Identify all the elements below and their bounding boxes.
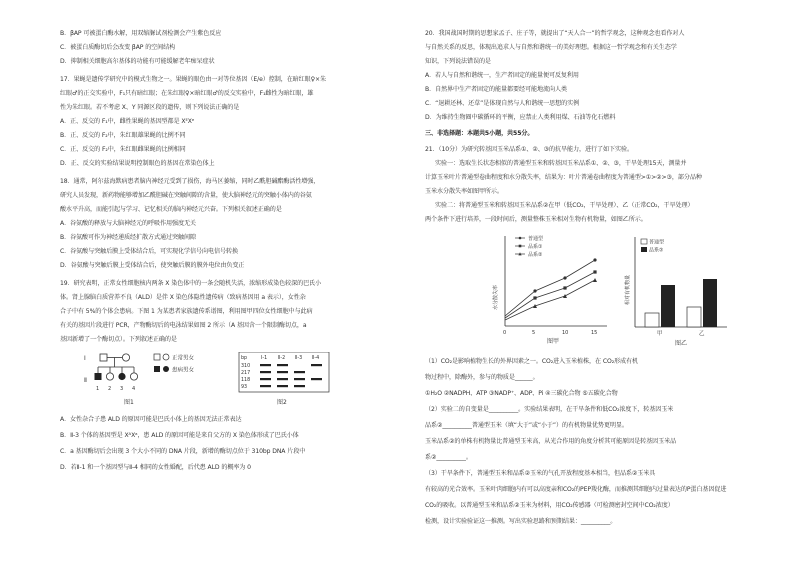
sub-question-3: （3）干旱条件下，普通型玉米和品系②玉米的气孔开放程度基本相当，但品系②玉米具 [425, 470, 656, 477]
experiment-1-text: 玉米水分散失率如图甲所示。 [425, 188, 503, 195]
option-c: C．a 基因酶切后会出现 3 个大小不同的 DNA 片段，新增的酶切点位于 310bp DNA 片段中 [60, 448, 306, 455]
figure-1-caption: 图1 [124, 399, 134, 406]
series-line-normal [505, 260, 595, 316]
series-line-2 [505, 280, 595, 320]
legend-label: 品系② [649, 247, 664, 254]
chart-b [623, 235, 733, 346]
option-d: D．正、反交的实验结果说明控制眼色的基因在常染色体上 [60, 160, 215, 167]
gel-col-label: Ⅰ-1 [261, 356, 268, 361]
option-d: D．抑制相关细胞高尔基体的功能有可能缓解老年痴呆症状 [60, 58, 215, 65]
sub-question-2: （2）实验二的自变量是__________。实验结果表明，在干旱条件和低CO₂浓度下，转基因玉米 [425, 406, 674, 413]
question-19-text: 合子中有 5%的个体会患病。下图 1 为某患者家族遗传系谱图，利用图甲四位女性细胞中与此病 [60, 308, 313, 315]
bp-label: 217 [241, 371, 251, 376]
option-a: A．正、反交的 F₁中，雌性果蝇的基因型都是 XᴱXᵉ [60, 118, 195, 125]
x-tick: 甲 [657, 331, 663, 337]
bp-label: 310 [241, 364, 251, 369]
bar-line2-yi [703, 279, 717, 327]
gel-col-label: Ⅱ-4 [312, 356, 320, 361]
bp-label: 118 [241, 378, 251, 383]
legend-label: 品系② [528, 252, 543, 258]
option-b: B．正、反交的 F₂中，朱红眼雄果蝇的比例不同 [60, 132, 186, 139]
sub-question-3-text: 检测，设计实验验证这一推测。写出实验思路和预期结果：__________。 [425, 518, 617, 525]
option-c: C．“退耕还林、还草”是体现自然与人和谐统一思想的实例 [425, 100, 580, 107]
option-d: D．若Ⅱ-1 和一个基因型与Ⅱ-4 相同的女性婚配，后代患 ALD 的概率为 0 [60, 464, 251, 471]
gel-col-label: bp [241, 356, 248, 361]
female-normal [122, 354, 129, 361]
bar-normal-jia [645, 313, 659, 327]
gel-figure [235, 352, 345, 408]
ind-label: 3 [120, 386, 124, 392]
sub-question-3-text: CO₂的吸收。以普通型玉米和品系②玉米为材料，用CO₂传感器（可检测密封空间中CO₂浓度） [425, 502, 674, 509]
sub-question-2-text: 玉米品系②的单株有机物量比普通型玉米高，从光合作用的角度分析其可能原因是转基因玉米品 [425, 438, 677, 445]
sub-question-1-text: 物过程中，除酶外，参与的物质是______。 [425, 374, 539, 381]
pedigree-figure [84, 350, 204, 408]
gel-col-label: Ⅱ-2 [278, 356, 286, 361]
question-19-text: 基因新增了一个酶切点）。下列叙述正确的是 [60, 336, 177, 343]
x-tick: 0 [503, 330, 507, 336]
sub-question-2-text: 品系②__________普通型玉米（填“大于”或“小于”）的有机物量优势更明显。 [425, 422, 628, 429]
section-heading: 三、非选择题：本题共5小题，共55分。 [425, 130, 534, 137]
experiment-1-text: 计算玉米叶片普通型卷曲程度和水分散失率，结果为：叶片普通卷曲程度为普通型>①>②>③，部分品种 [425, 174, 702, 181]
option-b: B．谷氨酸可作为神经递质经扩散方式通过突触间隙 [60, 234, 196, 241]
sub-question-3-text: 有较高的光合效率。玉米叶肉细胞内有可以高度亲和CO₂的PEP羧化酶，而推测其细胞内过量表达的P蛋白基因促进 [425, 486, 727, 493]
option-c: C．正、反交的 F₂中，朱红眼雌果蝇的比例相同 [60, 146, 186, 153]
question-17: 17．果蝇是遗传学研究中的模式生物之一。果蝇的眼色由一对等位基因（E/e）控制，在暗红眼♀×朱 [60, 76, 327, 83]
legend-label: 普通型 [649, 239, 665, 246]
question-19: 19．研究表明，正常女性细胞核内两条 X 染色体中的一条会随机失活，浓缩形成染色较深的巴氏小 [60, 280, 322, 287]
legend-label: 品系① [528, 244, 543, 250]
figure-2-caption: 图2 [277, 399, 287, 406]
ind-label: 4 [132, 386, 136, 392]
female-normal [106, 373, 113, 380]
gen-ii-label: Ⅱ [84, 377, 87, 384]
x-tick: 乙 [699, 331, 705, 337]
gen-i-label: Ⅰ [84, 355, 86, 362]
option-d: D．谷氨酸与突触后膜上受体结合后，使突触后膜的膜外电位由负变正 [60, 262, 245, 269]
series-line-1 [505, 272, 595, 318]
male-affected [95, 373, 102, 380]
option-a: A．女性杂合子患 ALD 的原因可能是巴氏小体上的基因无法正常表达 [60, 416, 242, 423]
question-17-text: 红眼♂的正交实验中，F₁只有暗红眼；在朱红眼♀×暗红眼♂的反交实验中，F₁雌性为暗红眼，雄 [60, 90, 314, 97]
question-20: 20．我国战国时期的思想家孟子、庄子等，就提出了“天人合一”的哲学观念，这种观念也看作对人 [425, 30, 685, 37]
bp-label: 93 [241, 385, 248, 390]
x-tick: 15 [591, 330, 598, 336]
ind-label: 2 [108, 386, 112, 392]
question-19-text: 体。肾上腺脑白质营养不良（ALD）是伴 X 染色体隐性遗传病（致病基因用 a 表示），女性杂 [60, 294, 306, 301]
y-axis-label: 相对有机物量 [625, 274, 631, 305]
legend-affected-label: 患病男女 [172, 367, 195, 374]
bar-line2-jia [661, 285, 675, 327]
female-affected [118, 373, 125, 380]
chart-a-caption: 图甲 [547, 338, 560, 345]
female-normal [130, 373, 137, 380]
gel-bands [260, 364, 322, 387]
question-20-text: 知识，下列说法错误的是 [425, 58, 491, 65]
sub-question-1: （1）CO₂是影响植物生长的外界因素之一。CO₂进入玉米植株，在 CO₂形成有机 [425, 358, 639, 365]
question-18-text: 研究人员发现，新药物能够增加乙酰胆碱在突触间隙的含量，使大脑神经元的突触小体内的谷氨 [60, 192, 312, 199]
male-normal [100, 354, 107, 361]
question-19-text: 有关的基因片段进行 PCR，产物酶切后的电泳结果如图 2 所示（A 基因含一个限制酶切点，a [60, 322, 307, 329]
sub-question-1-choices: ①H₂O ②NADPH、ATP ③NADP⁺、ADP、Pi ④三碳化合物 ⑤五碳化合物 [425, 390, 618, 397]
legend-label: 普通型 [528, 236, 544, 242]
option-c: C．谷氨酸与突触后膜上受体结合后，可实现化学信号向电信号转换 [60, 248, 238, 255]
question-20-text: 与自然关系的反思，体现出追求人与自然和谐统一的美好理想。根据这一哲学观念和有关生态学 [425, 44, 677, 51]
experiment-2: 实验二：将普通型玉米和转基因玉米品系②在甲（低CO₂，干旱处理）、乙（正常CO₂，干旱处理） [435, 202, 694, 209]
bar-normal-yi [687, 307, 701, 327]
sub-question-2-text: 系②__________。 [425, 454, 472, 461]
option-d: D．为维持生物圈中碳循环的平衡，应禁止人类利用煤、石油等化石燃料 [425, 114, 616, 121]
gel-col-label: Ⅱ-3 [295, 356, 303, 361]
experiment-2-text: 两个条件下进行培养，一段时间后，测量整株玉米相对生物有机物量，如图乙所示。 [425, 216, 647, 223]
option-b: B．Ⅱ-3 个体的基因型是 XᴬXᵃ，患 ALD 的原因可能是来自父方的 X 染色体形成了巴氏小体 [60, 432, 299, 439]
chart-b-caption: 图乙 [675, 340, 688, 346]
option-b: B．自然界中生产者固定的能量都要经可能地流向人类 [425, 86, 567, 93]
question-21: 21．（10分）为研究转基因玉米品系①、②、③的抗旱能力，进行了如下实验。 [425, 146, 633, 153]
x-tick: 5 [532, 330, 536, 336]
question-18: 18．通常，阿尔兹海默病患者脑内神经元受到了损伤，海马区萎缩，同时乙酰胆碱酯酶活性增强， [60, 178, 320, 185]
ind-label: 1 [96, 386, 100, 392]
x-tick: 10 [562, 330, 569, 336]
option-a: A．谷氨酸的释放与大脑神经元的呼吸作用强度无关 [60, 220, 196, 227]
y-axis-label: 水分散失率 [493, 284, 499, 310]
question-17-text: 性为朱红眼。若不考虑 X、Y 同源区段的遗传，则下列说法正确的是 [60, 104, 240, 111]
option-c: C．被蛋白质酶切后会改变 βAP 的空间结构 [60, 44, 176, 51]
legend-normal-label: 正常男女 [172, 355, 195, 362]
option-b: B．βAP 可被蛋白酶水解，用双缩脲试剂检测会产生紫色反应 [60, 30, 222, 37]
chart-a [485, 228, 615, 346]
question-18-text: 酸水平升高，而能引起与学习、记忆相关的脑内神经元兴奋。下列相关叙述正确的是 [60, 206, 282, 213]
experiment-1: 实验一：选取生长状态相似的普通型玉米和转基因玉米品系①、②、③，干旱处理15天，测量并 [435, 160, 687, 167]
option-a: A．若人与自然和谐统一，生产者固定的能量便可反复利用 [425, 72, 579, 79]
